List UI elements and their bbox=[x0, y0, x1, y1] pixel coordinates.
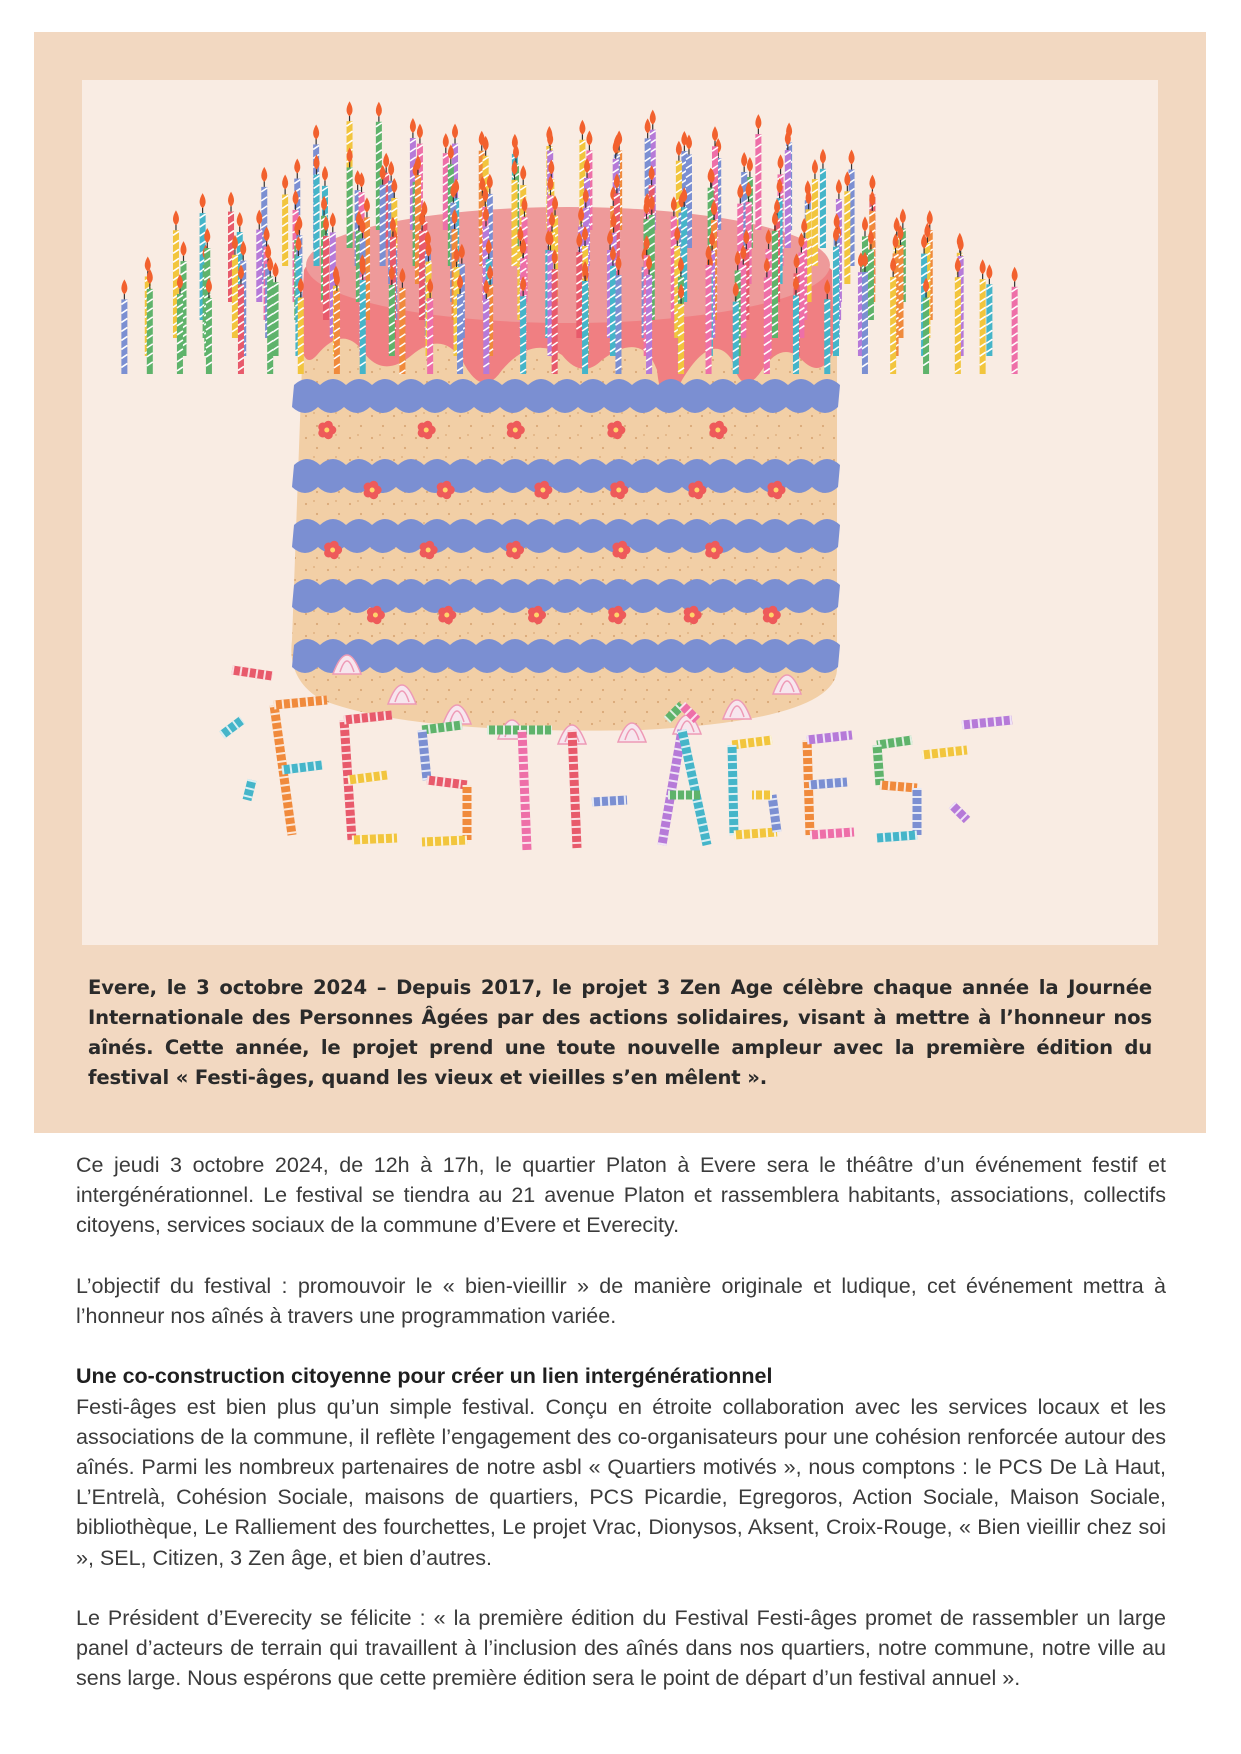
festival-illustration bbox=[82, 80, 1158, 945]
candle-icon bbox=[986, 264, 992, 356]
article-body bbox=[76, 1150, 1166, 1724]
candle-icon bbox=[273, 262, 279, 356]
section-heading: Une co-construction citoyenne pour créer un lien intergénérationnel bbox=[76, 1364, 773, 1389]
flame-icon bbox=[330, 212, 336, 227]
candle-icon bbox=[755, 114, 761, 230]
candle-icon bbox=[1012, 267, 1018, 374]
flame-icon bbox=[586, 130, 592, 145]
flame-icon bbox=[869, 175, 875, 190]
flame-icon bbox=[383, 153, 389, 168]
flame-icon bbox=[1012, 267, 1018, 282]
candle-icon bbox=[980, 259, 986, 374]
flame-icon bbox=[364, 197, 370, 212]
flame-icon bbox=[520, 165, 526, 180]
flame-icon bbox=[747, 157, 753, 172]
flame-icon bbox=[322, 166, 328, 181]
paragraph-partners: Festi-âges est bien plus qu’un simple festival. Conçu en étroite collaboration avec les services locaux et les associations de la commune, il reflète l’engagement des co-organisateurs pour une cohésion renforcée autour des aînés. Parmi les nombreux partenaires de notre asbl « Quartiers motivés », nous comptons : le PCS De Là Haut, L’Entrelà, Cohésion Sociale, maisons de quartiers, PCS Picardie, Egregoros, Action Sociale, Maison Sociale, bibliothèque, Le Ralliement des fourchettes, Le projet Vrac, Dionysos, Aksent, Croix-Rouge, « Bien vieillir chez soi », SEL, Citizen, 3 Zen âge, et bien d’autres. bbox=[76, 1394, 1166, 1570]
lead-paragraph: Evere, le 3 octobre 2024 – Depuis 2017, le projet 3 Zen Age célèbre chaque année la Journée Internationale des Personnes Âgées par des actions solidaires, visant à mettre à l’honneur nos aînés. Cette année, le projet prend une toute nouvelle ampleur avec la première édition du festival « Festi-âges, quand les vieux et vieilles s’en mêlent ». bbox=[88, 976, 1152, 1089]
flame-icon bbox=[712, 126, 718, 141]
flame-icon bbox=[410, 118, 416, 133]
flame-icon bbox=[579, 120, 585, 135]
flame-icon bbox=[417, 124, 423, 139]
flame-icon bbox=[180, 241, 186, 256]
flame-icon bbox=[228, 192, 234, 207]
flame-icon bbox=[741, 152, 747, 167]
flame-icon bbox=[812, 159, 818, 174]
flame-icon bbox=[452, 124, 458, 139]
flame-icon bbox=[313, 124, 319, 139]
flame-icon bbox=[282, 175, 288, 190]
birthday-cake-icon bbox=[82, 80, 1158, 945]
flame-icon bbox=[778, 154, 784, 169]
flame-icon bbox=[237, 212, 243, 227]
flame-icon bbox=[927, 210, 933, 225]
flame-icon bbox=[836, 179, 842, 194]
candle-icon bbox=[121, 279, 127, 374]
flame-icon bbox=[900, 209, 906, 224]
flame-icon bbox=[294, 159, 300, 174]
flame-icon bbox=[261, 167, 267, 182]
flame-icon bbox=[200, 193, 206, 208]
flame-icon bbox=[347, 101, 353, 116]
flame-icon bbox=[443, 133, 449, 148]
header-panel bbox=[34, 32, 1206, 1133]
flame-icon bbox=[376, 102, 382, 117]
flame-icon bbox=[650, 110, 656, 125]
flame-icon bbox=[173, 210, 179, 225]
flame-icon bbox=[986, 264, 992, 279]
paragraph-objective: L’objectif du festival : promouvoir le « bien-vieillir » de manière originale et ludique, cet événement mettra à l’honneur nos aînés à travers une programmation variée. bbox=[76, 1273, 1166, 1328]
flame-icon bbox=[980, 259, 986, 274]
flame-icon bbox=[121, 279, 127, 294]
flame-icon bbox=[676, 141, 682, 156]
flame-icon bbox=[755, 114, 761, 129]
candle-icon bbox=[820, 149, 826, 248]
candle-icon bbox=[282, 175, 288, 266]
flame-icon bbox=[862, 216, 868, 231]
flame-icon bbox=[820, 149, 826, 164]
flame-icon bbox=[849, 150, 855, 165]
candle-icon bbox=[812, 159, 818, 266]
flame-icon bbox=[273, 262, 279, 277]
paragraph-president-quote: Le Président d’Everecity se félicite : « la première édition du Festival Festi-âges promet de rassembler un large panel d’acteurs de terrain qui travaillent à l’inclusion des aînés dans nos quartiers, notre commune, notre ville au sens large. Nous espérons que cette première édition sera le point de départ d’un festival annuel ». bbox=[76, 1606, 1166, 1691]
paragraph-event: Ce jeudi 3 octobre 2024, de 12h à 17h, le quartier Platon à Evere sera le théâtre d’un événement festif et intergénérationnel. Le festival se tiendra au 21 avenue Platon et rassemblera habitants, associations, collectifs citoyens, services sociaux de la commune d’Evere et Everecity. bbox=[76, 1153, 1166, 1238]
